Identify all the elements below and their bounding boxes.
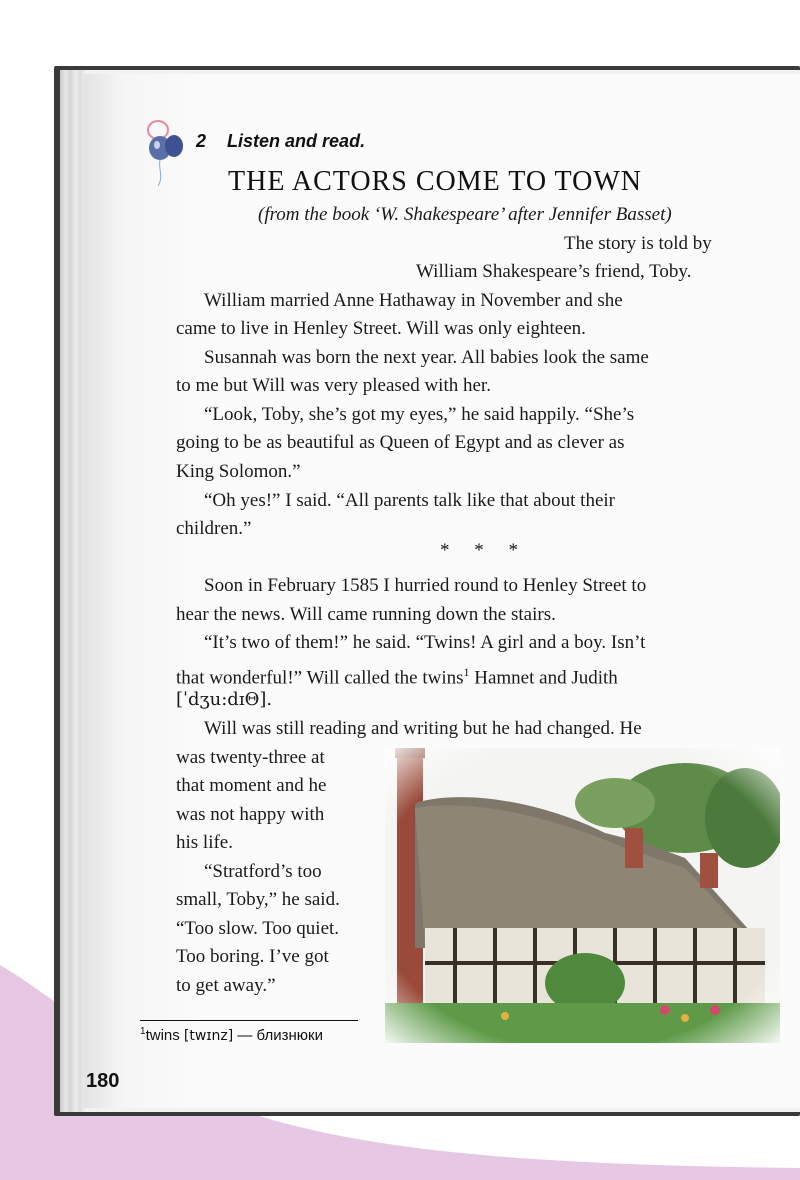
text-line: hear the news. Will came running down the stairs. — [176, 604, 556, 625]
text-line: was twenty-three at — [176, 747, 325, 768]
footnote-marker: 1 — [463, 665, 470, 679]
text-line: Too boring. I’ve got — [176, 946, 329, 967]
text-line: Susannah was born the next year. All babies look the same — [204, 347, 649, 368]
text-line: was not happy with — [176, 804, 325, 825]
text-line: his life. — [176, 832, 233, 853]
text-line: children.” — [176, 518, 252, 539]
intro-line: The story is told by — [564, 233, 712, 254]
text-line: to get away.” — [176, 975, 276, 996]
text-line: to me but Will was very pleased with her. — [176, 375, 491, 396]
page-number: 180 — [86, 1070, 120, 1092]
text-line: “Too slow. Too quiet. — [176, 918, 340, 939]
text-line: “Stratford’s too — [204, 861, 322, 882]
exercise-number: 2 — [196, 131, 207, 151]
text-segment: Hamnet and Judith — [474, 667, 618, 689]
footnote-translation: — близнюки — [237, 1027, 323, 1044]
cottage-photo — [385, 748, 780, 1043]
text-line: Soon in February 1585 I hurried round to Henley Street to — [204, 575, 647, 596]
footnote — [140, 1026, 323, 1044]
text-segment: that wonderful!” Will called the twins — [176, 667, 464, 689]
section-break: * * * — [440, 540, 528, 561]
text-line: came to live in Henley Street. Will was only eighteen. — [176, 318, 586, 339]
text-line: “Oh yes!” I said. “All parents talk like that about their — [204, 490, 616, 511]
text-line: that moment and he — [176, 775, 327, 796]
text-line: Will was still reading and writing but he had changed. He — [204, 718, 642, 739]
footnote-divider — [140, 1020, 358, 1021]
text-line: “Look, Toby, she’s got my eyes,” he said happily. “She’s — [204, 404, 635, 425]
text-line: King Solomon.” — [176, 461, 301, 482]
footnote-marker: 1 — [140, 1026, 146, 1037]
balloons-icon — [138, 118, 188, 190]
exercise-heading — [196, 131, 365, 152]
text-line: going to be as beautiful as Queen of Egypt and as clever as — [176, 432, 625, 453]
text-line: “It’s two of them!” he said. “Twins! A girl and a boy. Isn’t — [204, 632, 646, 653]
text-line: [ˈdʒu:dɪΘ]. — [176, 689, 273, 710]
story-subtitle: (from the book ‘W. Shakespeare’ after Jennifer Basset) — [258, 204, 672, 225]
story-title: THE ACTORS COME TO TOWN — [228, 166, 643, 197]
text-line — [176, 660, 618, 690]
footnote-word: twins — [145, 1027, 180, 1044]
exercise-instruction: Listen and read. — [227, 131, 366, 151]
intro-line: William Shakespeare’s friend, Toby. — [416, 261, 692, 282]
footnote-transcription: [twɪnz] — [183, 1028, 234, 1044]
text-line: small, Toby,” he said. — [176, 889, 340, 910]
text-line: William married Anne Hathaway in November and she — [204, 290, 623, 311]
